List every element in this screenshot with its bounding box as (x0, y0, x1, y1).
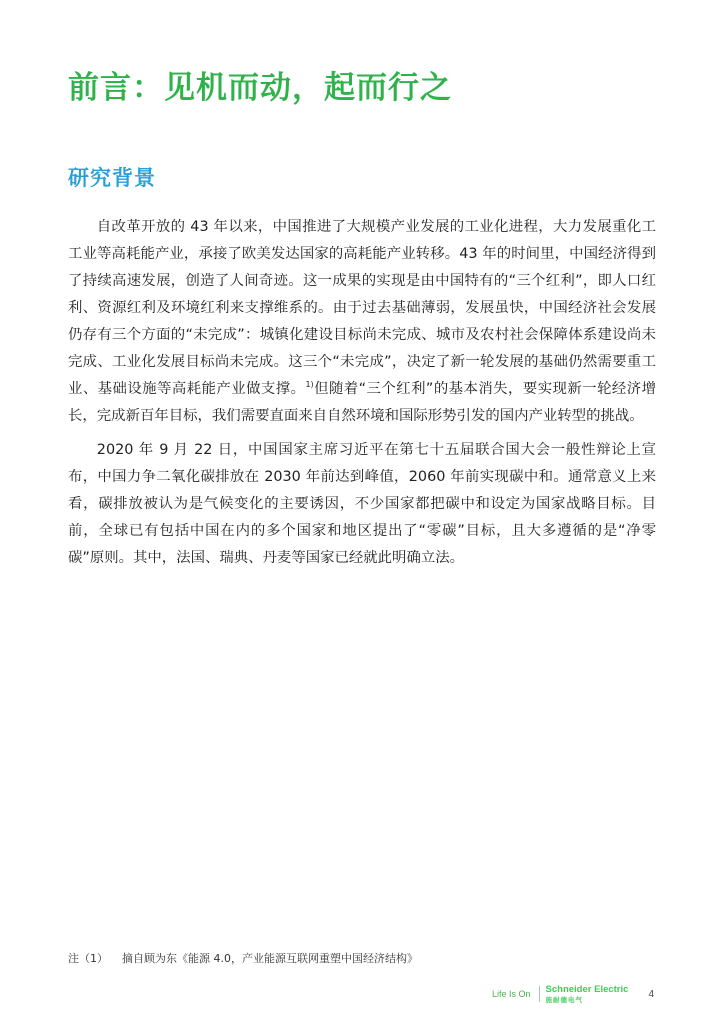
footnote-text: 摘自顾为东《能源 4.0，产业能源互联网重塑中国经济结构》 (122, 952, 418, 965)
body-text (68, 214, 656, 579)
brand-logo (546, 985, 629, 1003)
footnote-marker: 1) (305, 380, 314, 390)
paragraph-1-text: 自改革开放的 43 年以来，中国推进了大规模产业发展的工业化进程，大力发展重化工工业等高耗能产业，承接了欧美发达国家的高耗能产业转移。43 年的时间里，中国经济得到了持续高速发展，创造了人间奇迹。这一成果的实现是由中国特有的“三个红利”，即人口红利、资源红利及环境红利来支撑维系的。由于过去基础薄弱，发展虽快，中国经济社会发展仍存有三个方面的“未完成”：城镇化建设目标尚未完成、城市及农村社会保障体系建设尚未完成、工业化发展目标尚未完成。这三个“未完成”，决定了新一轮发展的基础仍然需要重工业、基础设施等高耗能产业做支撑。 (68, 219, 656, 397)
footnote (68, 950, 418, 966)
brand-name: Schneider Electric (545, 984, 629, 995)
tagline: Life Is On (492, 989, 531, 999)
page-footer (492, 985, 654, 1003)
paragraph-1-continued: 但随着“三个红利”的基本消失，要实现新一轮经济增长，完成新百年目标，我们需要直面来自自然环境和国际形势引发的国内产业转型的挑战。 (68, 381, 656, 424)
paragraph-1 (68, 214, 656, 430)
brand-chinese-name: 施耐德电气 (545, 995, 584, 1004)
footer-divider (539, 986, 540, 1002)
section-heading: 研究背景 (68, 166, 156, 190)
page-title: 前言：见机而动，起而行之 (68, 70, 452, 106)
footnote-label: 注（1） (68, 952, 108, 965)
paragraph-2: 2020 年 9 月 22 日，中国国家主席习近平在第七十五届联合国大会一般性辩论上宣布，中国力争二氧化碳排放在 2030 年前达到峰值，2060 年前实现碳中和。通常意义上来看，碳排放被认为是气候变化的主要诱因，不少国家都把碳中和设定为国家战略目标。目前，全球已有包括中国在内的多个国家和地区提出了“零碳”目标，且大多遵循的是“净零碳”原则。其中，法国、瑞典、丹麦等国家已经就此明确立法。 (68, 442, 656, 566)
page-number: 4 (648, 988, 654, 1000)
